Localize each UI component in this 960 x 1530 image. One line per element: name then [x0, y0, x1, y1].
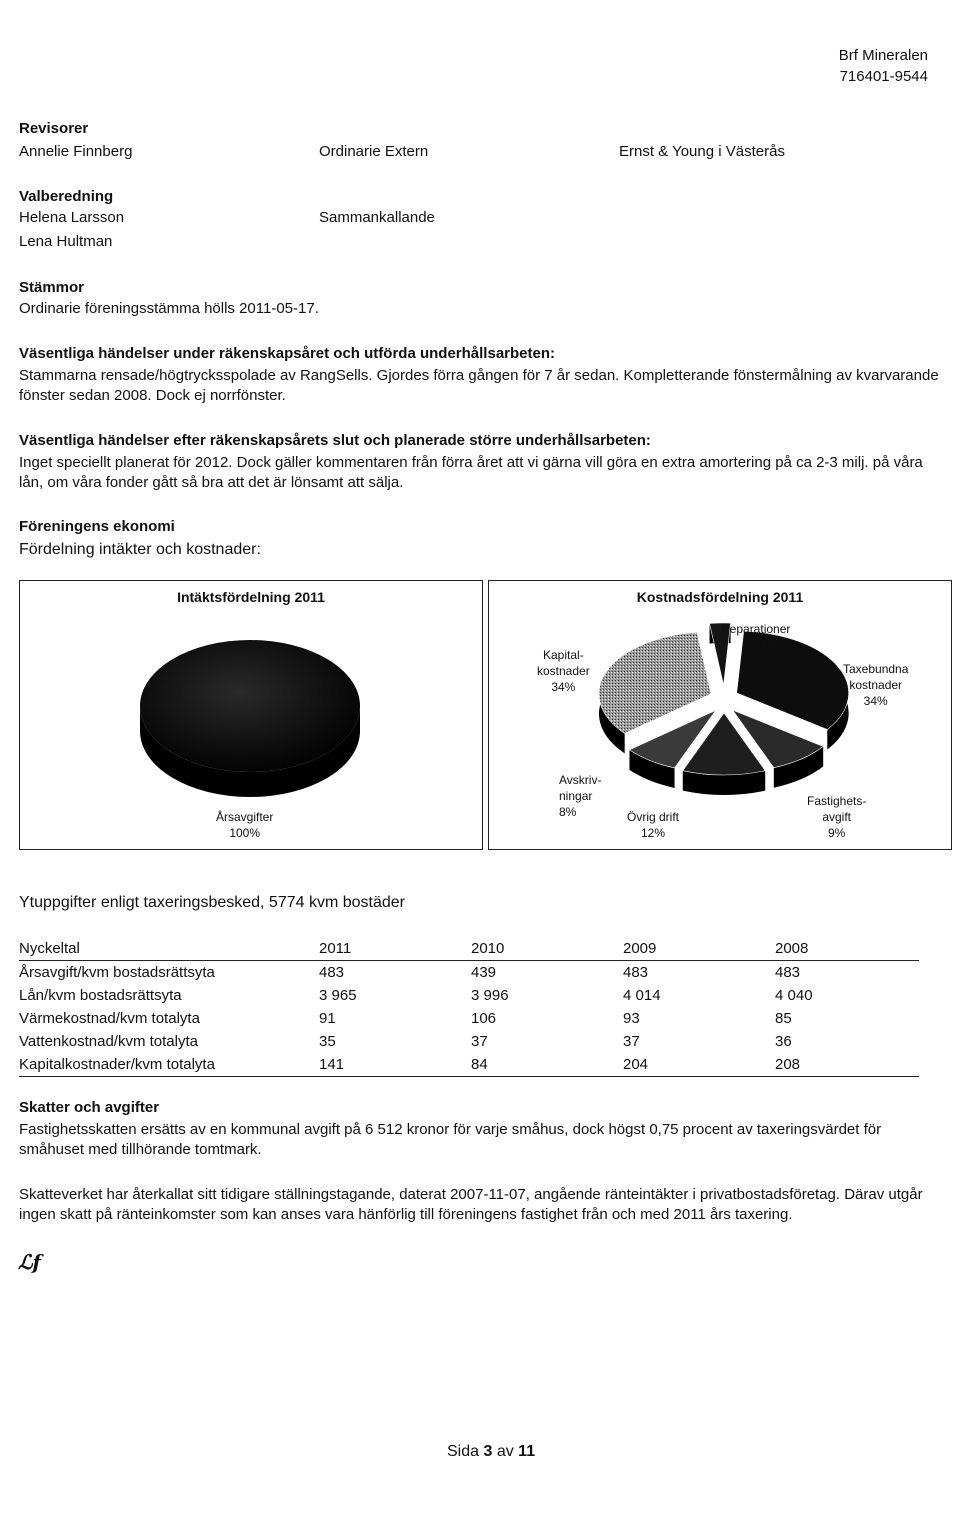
table-cell: 106: [471, 1010, 497, 1027]
page-number-current: 3: [483, 1443, 493, 1460]
pie-label-line: Övrig drift: [627, 810, 680, 824]
events-after-heading: Väsentliga händelser efter räkenskapsårets slut och planerade större underhållsarbeten:: [19, 432, 651, 449]
table-row: [19, 1053, 919, 1077]
revisor-firm: Ernst & Young i Västerås: [619, 143, 785, 160]
pie-label-line: Reparationer: [721, 622, 791, 636]
table-cell: 4 040: [775, 987, 813, 1004]
stammor-heading: Stämmor: [19, 279, 85, 296]
table-cell: 483: [319, 964, 345, 981]
org-name: Brf Mineralen: [838, 47, 928, 64]
org-number: 716401-9544: [839, 68, 928, 85]
economy-subheading: Fördelning intäkter och kostnader:: [19, 541, 261, 558]
pie-label-arsavgifter: [216, 809, 273, 841]
table-cell: 483: [623, 964, 649, 981]
revisor-role: Ordinarie Extern: [319, 143, 429, 160]
pie-label-taxebundna: [843, 661, 908, 709]
events-during-text: Stammarna rensade/högtrycksspolade av RangSells. Gjordes förra gången för 7 år sedan. Kompletterande fönstermålning av kvarvarande fönster sedan 2008. Dock ej norrfönster.: [19, 367, 939, 404]
pie-label-line: 34%: [551, 680, 576, 694]
table-cell: 3 965: [319, 987, 357, 1004]
page-number-separator: av: [492, 1443, 519, 1460]
events-during-heading: Väsentliga händelser under räkenskapsåret och utförda underhållsarbeten:: [19, 345, 555, 362]
table-cell: 4 014: [623, 987, 661, 1004]
table-cell: 3 996: [471, 987, 509, 1004]
valberedning-heading: Valberedning: [19, 188, 114, 205]
events-after-text: Inget speciellt planerat för 2012. Dock gäller kommentaren från förra året att vi gärna vill göra en extra amortering på ca 2-3 milj. på våra lån, om våra fonder gått så bra att det är lönsamt att sälja.: [19, 454, 923, 491]
pie-label-avskrivningar: [559, 772, 601, 820]
pie-label-line: Fastighets-: [807, 794, 867, 808]
page-number-total: 11: [518, 1443, 536, 1460]
table-row: [19, 1030, 919, 1053]
table-header-cell: Nyckeltal: [19, 937, 319, 961]
economy-heading: Föreningens ekonomi: [19, 518, 175, 535]
page-number-prefix: Sida: [447, 1443, 484, 1460]
pie-label-ovrig-drift: [627, 809, 679, 841]
revisor-name: Annelie Finnberg: [19, 143, 133, 160]
pie-label-line: ningar: [559, 789, 593, 803]
table-cell: 85: [775, 1010, 792, 1027]
pie-label-line: Taxebundna: [843, 662, 909, 676]
area-info: Ytuppgifter enligt taxeringsbesked, 5774 kvm bostäder: [19, 894, 406, 911]
page-number: [447, 1443, 535, 1461]
chart-title: Intäktsfördelning 2011: [177, 589, 325, 605]
table-header-cell: 2009: [623, 937, 775, 961]
pie-label-line: 9%: [828, 826, 846, 840]
table-cell: Lån/kvm bostadsrättsyta: [19, 987, 182, 1004]
table-header-cell: 2010: [471, 937, 623, 961]
table-cell: 37: [623, 1033, 640, 1050]
handwritten-initials: ℒf: [18, 1250, 42, 1274]
table-cell: 204: [623, 1053, 775, 1077]
table-cell: 35: [319, 1033, 336, 1050]
taxes-heading: Skatter och avgifter: [19, 1099, 160, 1116]
pie-slice: [140, 640, 360, 772]
pie-label-kapitalkostnader: [537, 647, 590, 695]
table-header-cell: 2011: [319, 937, 471, 961]
table-row: [19, 961, 919, 985]
income-chart: [19, 580, 483, 850]
taxes-paragraph-1: Fastighetsskatten ersätts av en kommunal avgift på 6 512 kronor för varje småhus, dock högst 0,75 procent av taxeringsvärdet för småhuset med tillhörande tomtmark.: [19, 1121, 882, 1158]
table-cell: Årsavgift/kvm bostadsrättsyta: [19, 964, 215, 981]
pie-slice: [599, 632, 711, 733]
table-cell: Kapitalkostnader/kvm totalyta: [19, 1053, 319, 1077]
table-cell: Värmekostnad/kvm totalyta: [19, 1010, 200, 1027]
table-cell: 483: [775, 964, 801, 981]
table-cell: 37: [471, 1033, 488, 1050]
pie-label-line: 3%: [758, 638, 776, 652]
pie-label-line: 100%: [229, 826, 261, 840]
table-cell: 208: [775, 1053, 919, 1077]
valberedning-member-name: Lena Hultman: [19, 233, 113, 250]
table-header-cell: 2008: [775, 937, 919, 961]
table-cell: Vattenkostnad/kvm totalyta: [19, 1033, 198, 1050]
stammor-text: Ordinarie föreningsstämma hölls 2011-05-17.: [19, 300, 319, 317]
pie-label-line: Avskriv-: [559, 773, 602, 787]
table-row: [19, 984, 919, 1007]
valberedning-member-role: Sammankallande: [319, 209, 435, 226]
taxes-paragraph-2: Skatteverket har återkallat sitt tidigare ställningstagande, daterat 2007-11-07, angående ränteintäkter i privatbostadsföretag. Därav utgår ingen skatt på ränteinkomster som kan anses vara hänförlig till föreningens fastighet från och med 2011 års taxering.: [19, 1186, 923, 1223]
valberedning-member-name: Helena Larsson: [19, 209, 125, 226]
revisorer-heading: Revisorer: [19, 120, 89, 137]
kpi-table: [19, 937, 919, 1077]
table-cell: 141: [319, 1053, 471, 1077]
pie-label-fastighetsavgift: [807, 793, 866, 841]
pie-label-line: Årsavgifter: [216, 810, 274, 824]
table-cell: 93: [623, 1010, 640, 1027]
pie-label-line: kostnader: [537, 664, 590, 678]
cost-chart: [488, 580, 952, 850]
pie-label-line: Kapital-: [543, 648, 584, 662]
table-header-row: [19, 937, 919, 961]
pie-label-line: kostnader: [849, 678, 903, 692]
table-cell: 36: [775, 1033, 792, 1050]
table-cell: 439: [471, 964, 497, 981]
pie-label-line: avgift: [822, 810, 852, 824]
table-row: [19, 1007, 919, 1030]
pie-label-line: 12%: [640, 826, 666, 840]
chart-title: Kostnadsfördelning 2011: [636, 589, 804, 605]
pie-label-line: 34%: [863, 694, 888, 708]
table-cell: 84: [471, 1053, 623, 1077]
table-cell: 91: [319, 1010, 336, 1027]
pie-label-line: 8%: [559, 805, 577, 819]
pie-label-reparationer: [721, 621, 790, 653]
